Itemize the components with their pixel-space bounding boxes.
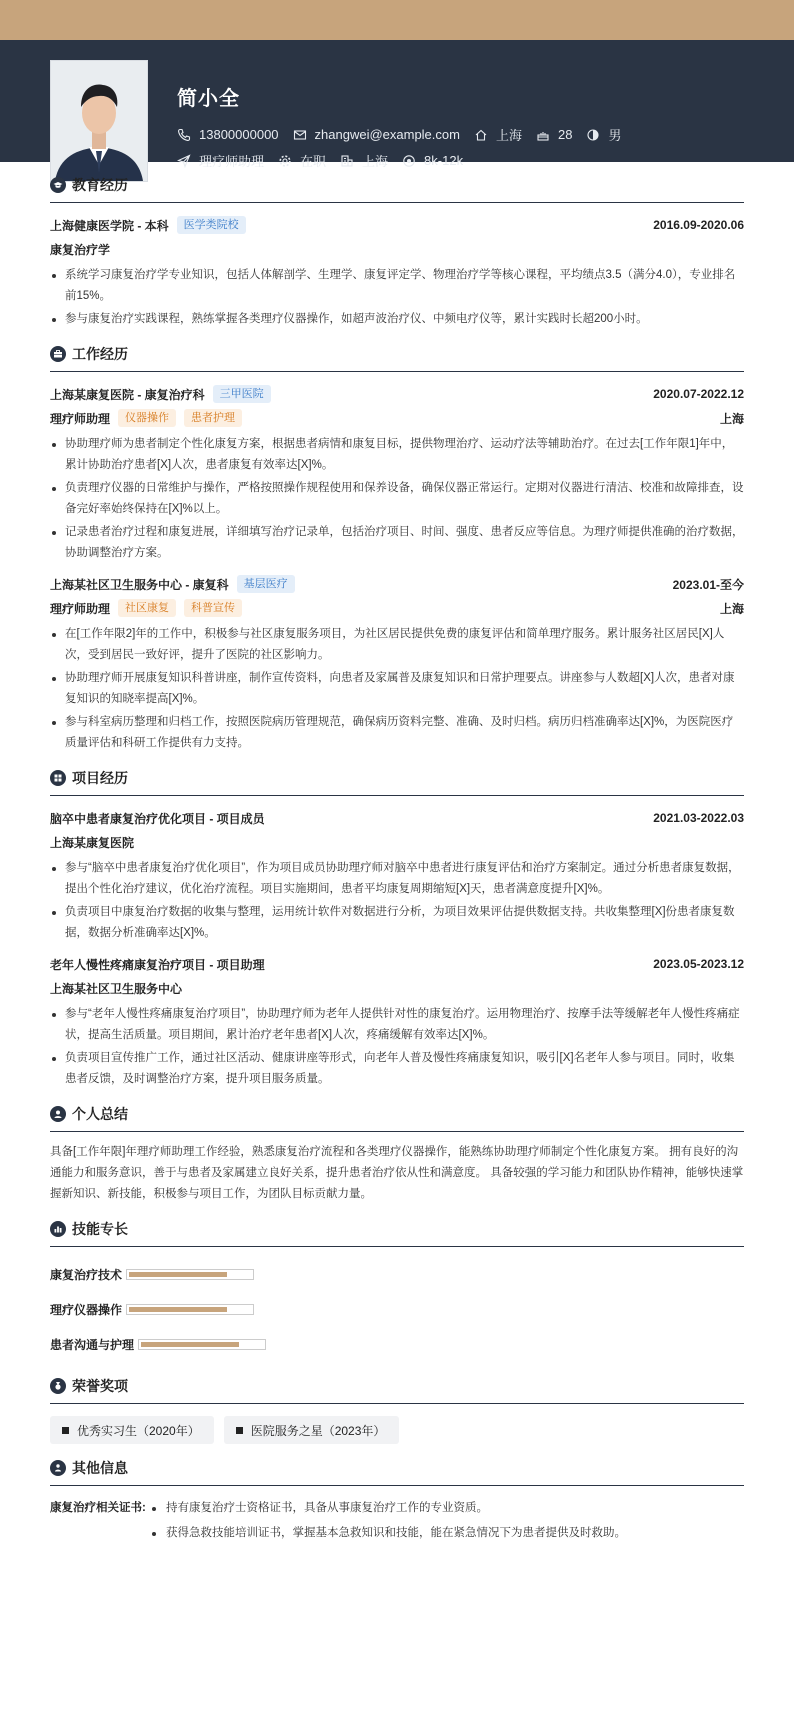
section-header [50,1219,744,1247]
section-title: 项目经历 [72,770,128,786]
salary-item [402,153,463,168]
skill-item [50,1257,744,1292]
project-org: 上海某社区卫生服务中心 [50,981,183,996]
section-header [50,1104,744,1132]
work-entry [50,572,744,754]
avatar [50,60,148,182]
send-icon [177,154,191,168]
list-item: 持有康复治疗士资格证书，具备从事康复治疗工作的专业资质。 [150,1496,626,1521]
user-icon [50,1106,66,1122]
city-item [340,151,388,170]
list-item: 负责项目中康复治疗数据的收集与整理，运用统计软件对数据进行分析，为项目效果评估提供数据支持。共收集整理[X]份患者康复数据，数据分析准确率达[X]%。 [50,902,744,944]
home-icon [474,128,488,142]
email-text: zhangwei@example.com [314,127,460,142]
project-org: 上海某康复医院 [50,835,135,850]
skills-section [50,1219,744,1362]
section-header [50,768,744,796]
section-title: 技能专长 [72,1221,128,1237]
section-title: 其他信息 [72,1460,128,1476]
status-item [278,151,326,170]
skill-name: 理疗仪器操作 [50,1303,123,1317]
education-entry [50,213,744,330]
section-title: 工作经历 [72,346,128,362]
list-item: 协助理疗师为患者制定个性化康复方案，根据患者病情和康复目标，提供物理治疗、运动疗法等辅助治疗。在过去[工作年限1]年中，累计协助治疗患者[X]人次，患者康复有效率达[X]%。 [50,434,744,476]
entry-sub-row [50,830,744,854]
section-title: 个人总结 [72,1106,128,1122]
skill-item [50,1327,744,1362]
list-item: 记录患者治疗过程和康复进展，详细填写治疗记录单，包括治疗项目、时间、强度、患者反应等信息。为理疗师提供准确的治疗数据，协助调整治疗方案。 [50,522,744,564]
work-entry [50,382,744,564]
role-tag: 患者护理 [184,409,242,427]
bullet-list [150,1496,626,1546]
graduation-cap-icon [50,177,66,193]
awards-section [50,1376,744,1444]
bullet-list [50,265,744,330]
entry-title-row [50,952,744,976]
section-header [50,1458,744,1486]
mail-icon [293,128,307,142]
section-header [50,1376,744,1404]
project-title: 脑卒中患者康复治疗优化项目 - 项目成员 [50,811,265,826]
bullet-list [50,434,744,564]
city-text: 上海 [362,154,389,169]
entry-sub-row [50,976,744,1000]
entry-title-row [50,382,744,406]
coin-icon [402,154,416,168]
role-name: 理疗师助理 [50,411,111,426]
role-name: 理疗师助理 [50,601,111,616]
entry-title-row [50,213,744,237]
date-range: 2021.03-2022.03 [653,811,744,825]
phone-text: 13800000000 [199,127,279,142]
other-info [50,1496,744,1546]
company-name: 上海某康复医院 - 康复治疗科 [50,387,205,402]
project-entry [50,952,744,1090]
bullet-list [50,624,744,754]
gender-item [586,125,621,144]
skill-bar-fill [129,1272,227,1277]
school-name: 上海健康医学院 - 本科 [50,218,169,233]
age-item [536,127,572,142]
award-text: 优秀实习生（2020年） [77,1423,200,1438]
projects-section [50,768,744,1090]
skill-name: 康复治疗技术 [50,1268,123,1282]
bar-chart-icon [50,1221,66,1237]
skill-bar [126,1269,254,1280]
date-range: 2020.07-2022.12 [653,387,744,401]
section-title: 荣誉奖项 [72,1378,128,1394]
entry-title-row [50,806,744,830]
education-section [50,175,744,330]
list-item: 在[工作年限2]年的工作中，积极参与社区康复服务项目，为社区居民提供免费的康复评估和简单理疗服务。累计服务社区居民[X]人次，受到居民一致好评，提升了医院的社区影响力。 [50,624,744,666]
salary-text: 8k-12k [424,153,464,168]
candidate-name: 简小全 [177,88,240,110]
work-city: 上海 [719,411,744,426]
award-list [50,1414,744,1444]
cake-icon [536,128,550,142]
job-text: 理疗师助理 [199,154,265,169]
summary-section [50,1104,744,1205]
people-icon [50,1460,66,1476]
gender-icon [586,128,600,142]
entry-sub-row [50,406,744,430]
date-range: 2023.05-2023.12 [653,957,744,971]
list-item: 参与“脑卒中患者康复治疗优化项目”，作为项目成员协助理疗师对脑卒中患者进行康复评估和治疗方案制定。通过分析患者康复数据，提出个性化治疗建议，优化治疗流程。项目实施期间，患者平均康复周期缩短[X]天，患者满意度提升[X]%。 [50,858,744,900]
gear-icon [278,154,292,168]
date-range: 2023.01-至今 [672,577,744,592]
skill-name: 患者沟通与护理 [50,1338,135,1352]
gender-text: 男 [608,128,622,143]
other-label: 康复治疗相关证书: [50,1502,146,1514]
medal-icon [50,1378,66,1394]
role-tag: 社区康复 [118,599,176,617]
email-item [293,127,460,142]
list-item: 参与康复治疗实践课程，熟练掌握各类理疗仪器操作，如超声波治疗仪、中频电疗仪等，累计实践时长超200小时。 [50,309,744,330]
resume-body [50,175,744,1560]
list-item: 负责项目宣传推广工作，通过社区活动、健康讲座等形式，向老年人普及慢性疼痛康复知识，吸引[X]名老年人参与项目。同时，收集患者反馈，及时调整治疗方案，提升项目服务质量。 [50,1048,744,1090]
award-chip [50,1416,214,1444]
summary-text: 具备[工作年限]年理疗师助理工作经验，熟悉康复治疗流程和各类理疗仪器操作，能熟练协助理疗师制定个性化康复方案。 拥有良好的沟通能力和服务意识，善于与患者及家属建立良好关系，提升患者治疗依从性和满意度。 具备较强的学习能力和团队协作精神，能够快速掌握新知识、新技能，积极参与项目工作，为团队目标贡献力量。 [50,1146,744,1200]
age-text: 28 [557,127,573,142]
bullet-list [50,858,744,944]
role-tag: 科普宣传 [184,599,242,617]
grid-icon [50,770,66,786]
entry-sub-row [50,237,744,261]
list-item: 负责理疗仪器的日常维护与操作，严格按照操作规程使用和保养设备，确保仪器正常运行。定期对仪器进行清洁、校准和故障排查，设备完好率始终保持在[X]%以上。 [50,478,744,520]
bullet-list [50,1004,744,1090]
entry-title-row [50,572,744,596]
phone-icon [177,128,191,142]
intention-row [177,151,477,170]
contact-row [177,125,635,144]
job-item [177,151,264,170]
company-tag: 三甲医院 [213,385,271,403]
date-range: 2016.09-2020.06 [653,218,744,232]
list-item: 参与科室病历整理和归档工作，按照医院病历管理规范，确保病历资料完整、准确、及时归档。病历归档准确率达[X]%，为医院医疗质量评估和科研工作提供有力支持。 [50,712,744,754]
list-item: 系统学习康复治疗学专业知识，包括人体解剖学、生理学、康复评定学、物理治疗学等核心课程，平均绩点3.5（满分4.0），专业排名前15%。 [50,265,744,307]
status-text: 在职 [300,154,327,169]
location-text: 上海 [495,128,522,143]
project-entry [50,806,744,944]
entry-sub-row [50,596,744,620]
role-tag: 仪器操作 [118,409,176,427]
section-header [50,344,744,372]
project-title: 老年人慢性疼痛康复治疗项目 - 项目助理 [50,957,265,972]
list-item: 获得急救技能培训证书，掌握基本急救知识和技能，能在紧急情况下为患者提供及时救助。 [150,1521,626,1546]
list-item: 参与“老年人慢性疼痛康复治疗项目”，协助理疗师为老年人提供针对性的康复治疗。运用物理治疗、按摩手法等缓解老年人慢性疼痛症状，提高生活质量。项目期间，累计治疗老年患者[X]人次，疼痛缓解有效率达[X]%。 [50,1004,744,1046]
work-section [50,344,744,754]
company-tag: 基层医疗 [237,575,295,593]
section-header [50,175,744,203]
building-icon [340,154,354,168]
briefcase-icon [50,346,66,362]
award-chip [224,1416,400,1444]
resume-header [0,40,794,169]
skill-bar [138,1339,266,1350]
skill-bar-fill [141,1342,239,1347]
square-bullet-icon [236,1427,243,1434]
other-section [50,1458,744,1546]
square-bullet-icon [62,1427,69,1434]
award-text: 医院服务之星（2023年） [250,1423,386,1438]
work-city: 上海 [719,601,744,616]
section-title: 教育经历 [72,177,128,193]
location-item [474,125,522,144]
skill-bar [126,1304,254,1315]
list-item: 协助理疗师开展康复知识科普讲座，制作宣传资料，向患者及家属普及康复知识和日常护理要点。讲座参与人数超[X]人次，患者对康复知识的知晓率提高[X]%。 [50,668,744,710]
company-name: 上海某社区卫生服务中心 - 康复科 [50,577,229,592]
header-accent-bar [0,0,794,40]
skill-item [50,1292,744,1327]
school-tag: 医学类院校 [177,216,246,234]
phone-item [177,127,279,142]
skill-bar-fill [129,1307,227,1312]
major-name: 康复治疗学 [50,242,111,257]
